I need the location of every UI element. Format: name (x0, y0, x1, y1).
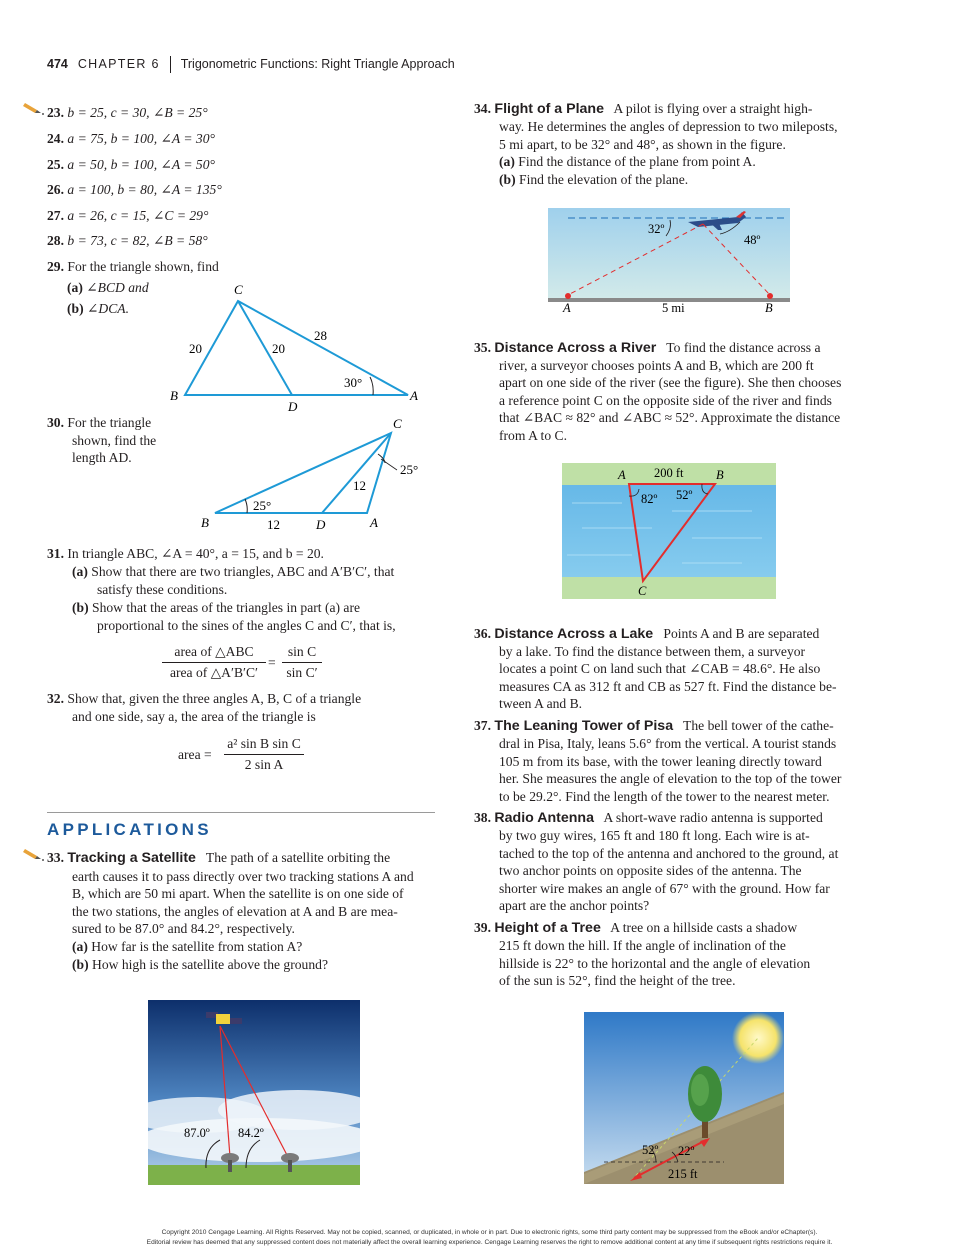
problem-28: 28. b = 73, c = 82, ∠B = 58° (47, 233, 208, 248)
tree-angle-hill: 22º (678, 1144, 695, 1158)
problem-37: 37. The Leaning Tower of Pisa The bell tower of the cathe- (474, 718, 834, 734)
tree-distance: 215 ft (668, 1167, 698, 1181)
problem-35-line3: apart on one side of the river (see the figure). She then chooses (499, 375, 842, 390)
sat-angle-b: 84.2º (238, 1126, 264, 1140)
problem-31: 31. In triangle ABC, ∠A = 40°, a = 15, and b = 20. (47, 546, 324, 561)
problem-29-part-a: (a) ∠BCD and (67, 280, 149, 295)
problem-35-line2: river, a surveyor chooses points A and B, which are 200 ft (499, 358, 814, 373)
problem-36-line2: by a lake. To find the distance between them, a surveyor (499, 644, 806, 659)
problem-37-line2: dral in Pisa, Italy, leans 5.6° from the vertical. A tourist stands (499, 736, 837, 751)
problem-33: 33. Tracking a Satellite The path of a satellite orbiting the (47, 850, 391, 866)
problem-27: 27. a = 26, c = 15, ∠C = 29° (47, 208, 209, 223)
problem-39-line4: of the sun is 52°, find the height of the tree. (499, 973, 736, 988)
plane-label-a: A (563, 301, 571, 315)
plane-figure (548, 208, 790, 316)
problem-29-part-b: (b) ∠DCA. (67, 301, 130, 316)
problem-37-line5: to be 29.2°. Find the length of the tower to the nearest meter. (499, 789, 830, 804)
problem-39-line2: 215 ft down the hill. If the angle of inclination of the (499, 938, 786, 953)
plane-angle-b: 48º (744, 233, 761, 247)
river-angle-b: 52º (676, 488, 693, 502)
problem-34-part-b: (b) Find the elevation of the plane. (499, 172, 689, 187)
equals-sign: = (268, 655, 276, 670)
fig30-angle-b: 25° (253, 498, 272, 513)
sat-angle-a: 87.0º (184, 1126, 210, 1140)
problem-33-line4: the two stations, the angles of elevation at A and B are mea- (72, 904, 398, 919)
triangle-figure-29 (160, 280, 430, 415)
copyright-line-1: Copyright 2010 Cengage Learning. All Rights Reserved. May not be copied, scanned, or duplicated, in whole or in part. Due to electronic rights, some third party content may be suppressed from the eBook and/or eChapter(s). (161, 1229, 818, 1236)
problem-31-part-a: (a) Show that there are two triangles, ABC and A′B′C′, that (72, 564, 395, 579)
problem-29: 29. For the triangle shown, find (47, 259, 219, 274)
header-divider (170, 56, 171, 73)
pencil-icon (22, 100, 44, 116)
problem-24: 24. a = 75, b = 100, ∠A = 30° (47, 131, 215, 146)
chapter-label: CHAPTER 6 (77, 56, 160, 71)
fig30-side-cd: 12 (353, 478, 366, 493)
problem-33-line2: earth causes it to pass directly over two tracking stations A and (72, 869, 414, 884)
problem-32-line2: and one side, say a, the area of the triangle is (72, 709, 316, 724)
problem-26: 26. a = 100, b = 80, ∠A = 135° (47, 182, 222, 197)
problem-30-line1: 30. For the triangle (47, 415, 152, 430)
tree-figure (584, 1012, 784, 1184)
problem-38-line6: apart are the anchor points? (499, 898, 650, 913)
problem-38-line3: tached to the top of the antenna and anchored to the ground, at (499, 846, 839, 861)
problem-33-line3: B, which are 50 mi apart. When the satellite is on one side of (72, 886, 404, 901)
fig29-label-c: C (234, 282, 243, 297)
problem-32: 32. Show that, given the three angles A, B, C of a triangle (47, 691, 362, 706)
river-figure (562, 463, 776, 599)
fraction-area-ratio: area of △ABC area of △A′B′C′ (162, 644, 266, 681)
tree-angle-sun: 52º (642, 1143, 659, 1157)
fig30-label-b: B (201, 515, 209, 530)
pencil-icon (22, 846, 44, 862)
problem-30-line3: length AD. (72, 450, 132, 465)
chapter-title: Trigonometric Functions: Right Triangle Approach (180, 56, 455, 71)
fig30-label-c: C (393, 416, 402, 431)
fig29-side-cd: 20 (272, 341, 285, 356)
problem-35-line6: from A to C. (499, 428, 567, 443)
problem-31-part-b-line2: proportional to the sines of the angles C and C′, that is, (97, 618, 396, 633)
problem-38: 38. Radio Antenna A short-wave radio antenna is supported (474, 810, 823, 826)
fig29-label-a: A (410, 388, 418, 403)
plane-angle-a: 32º (648, 222, 665, 236)
fig29-label-d: D (288, 399, 298, 414)
fig29-side-ca: 28 (314, 328, 327, 343)
problem-38-line4: two anchor points on opposite sides of the antenna. The (499, 863, 802, 878)
problem-38-line5: shorter wire makes an angle of 67° with the ground. How far (499, 881, 830, 896)
river-label-b: B (716, 468, 724, 482)
problem-34: 34. Flight of a Plane A pilot is flying over a straight high- (474, 101, 813, 117)
problem-36-line3: locates a point C on land such that ∠CAB = 48.6°. He also (499, 661, 821, 676)
problem-31-part-a-line2: satisfy these conditions. (97, 582, 228, 597)
problem-25: 25. a = 50, b = 100, ∠A = 50° (47, 157, 215, 172)
fig29-side-bc: 20 (189, 341, 202, 356)
problem-39: 39. Height of a Tree A tree on a hillside casts a shadow (474, 920, 798, 936)
problem-35-line4: a reference point C on the opposite side of the river and finds (499, 393, 832, 408)
problem-30-line2: shown, find the (72, 433, 157, 448)
problem-36-line5: tween A and B. (499, 696, 583, 711)
problem-34-part-a: (a) Find the distance of the plane from point A. (499, 154, 756, 169)
problem-38-line2: by two guy wires, 165 ft and 180 ft long. Each wire is at- (499, 828, 810, 843)
problem-33-part-a: (a) How far is the satellite from station A? (72, 939, 303, 954)
page-number: 474 (47, 56, 68, 71)
fig30-label-d: D (316, 517, 326, 532)
problem-37-line4: her. She measures the angle of elevation to the top of the tower (499, 771, 842, 786)
river-label-c: C (638, 584, 647, 598)
problem-36-line4: measures CA as 312 ft and CB as 527 ft. Find the distance be- (499, 679, 837, 694)
fig30-side-bd: 12 (267, 517, 280, 532)
problem-33-part-b: (b) How high is the satellite above the ground? (72, 957, 328, 972)
applications-heading: APPLICATIONS (47, 820, 212, 839)
problem-33-line5: sured to be 87.0° and 84.2°, respectively. (72, 921, 295, 936)
copyright-line-2: Editorial review has deemed that any suppressed content does not materially affect the overall learning experience. Cengage Learning reserves the right to remove additional content at any time if subsequent rights restrictions require it. (146, 1239, 833, 1246)
fig29-label-b: B (170, 388, 178, 403)
fraction-area-formula: $\frac{\text{a² sin B sin C}}{\text{2 sin A}}$ (224, 736, 304, 773)
river-angle-a: 82º (641, 492, 658, 506)
problem-35-line5: that ∠BAC ≈ 82° and ∠ABC ≈ 52°. Approximate the distance (499, 410, 841, 425)
problem-37-line3: 105 m from its base, with the tower leaning directly toward (499, 754, 822, 769)
plane-label-b: B (765, 301, 773, 315)
problem-39-line3: hillside is 22° to the horizontal and the angle of elevation (499, 956, 811, 971)
plane-distance: 5 mi (662, 301, 685, 315)
river-distance: 200 ft (654, 466, 684, 480)
area-label: area = (178, 747, 212, 762)
problem-36: 36. Distance Across a Lake Points A and B are separated (474, 626, 820, 642)
fig29-angle-a: 30° (344, 375, 363, 390)
fraction-sine-ratio: $\frac{\text{sin C}}{\text{sin C′}}$ (282, 644, 322, 681)
river-label-a: A (618, 468, 626, 482)
triangle-figure-30 (195, 410, 435, 535)
problem-23: 23. b = 25, c = 30, ∠B = 25° (47, 105, 208, 120)
problem-35: 35. Distance Across a River To find the distance across a (474, 340, 821, 356)
fig30-angle-c: 25° (400, 462, 419, 477)
section-rule (47, 812, 435, 813)
running-header (47, 56, 455, 73)
fig30-label-a: A (370, 515, 378, 530)
satellite-figure (148, 1000, 360, 1185)
problem-31-part-b: (b) Show that the areas of the triangles in part (a) are (72, 600, 361, 615)
problem-34-line3: 5 mi apart, to be 32° and 48°, as shown in the figure. (499, 137, 786, 152)
problem-34-line2: way. He determines the angles of depression to two mileposts, (499, 119, 838, 134)
